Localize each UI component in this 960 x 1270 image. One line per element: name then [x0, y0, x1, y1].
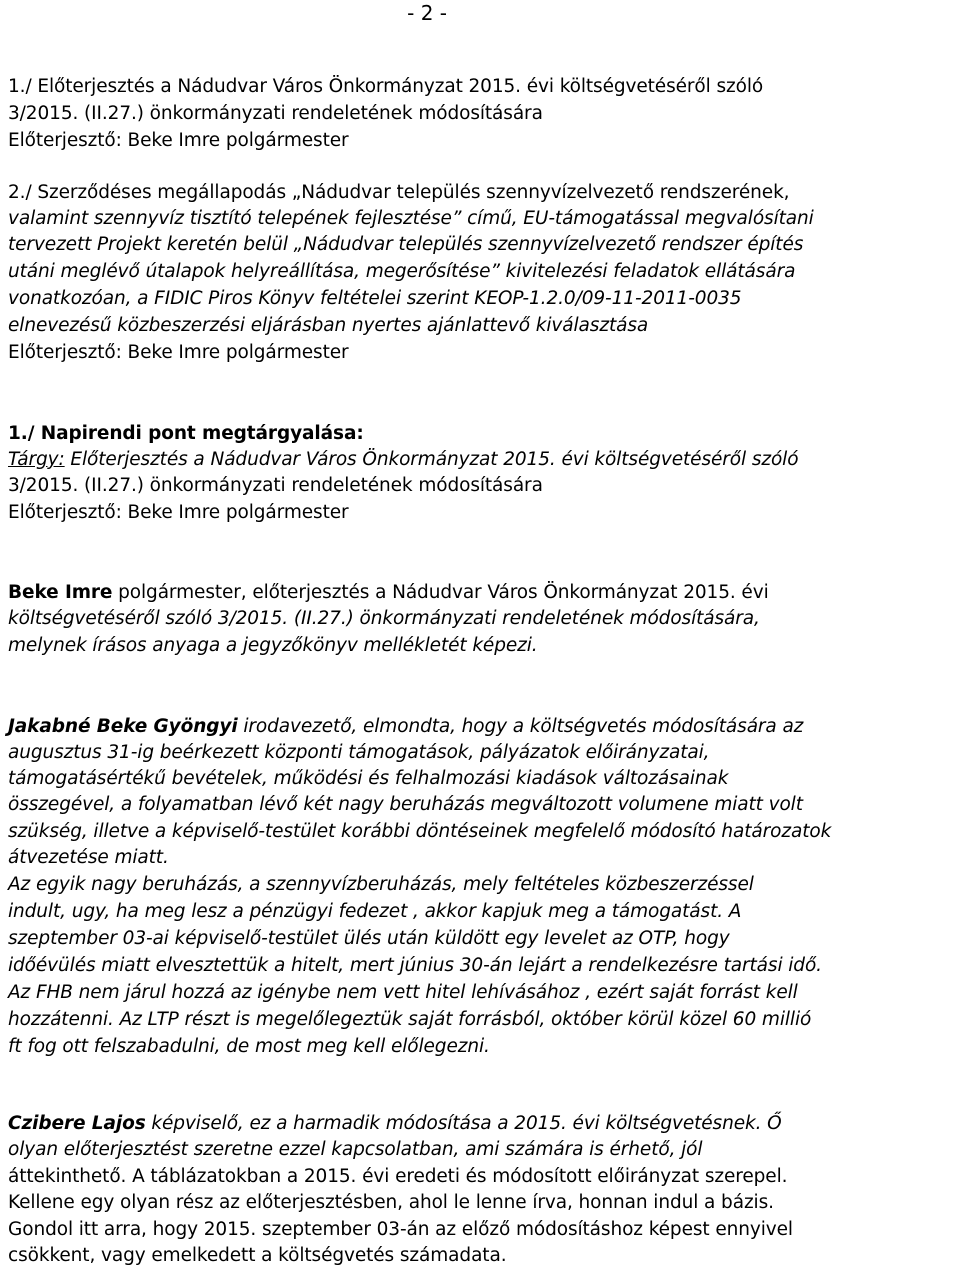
agenda-item-1-presenter: Előterjesztő: Beke Imre polgármester: [8, 130, 349, 151]
czibere-paragraph-line: Kellene egy olyan rész az előterjesztésben, ahol le lenne írva, honnan indul a bázis.: [8, 1192, 774, 1213]
jakabne-paragraph-line: ft fog ott felszabadulni, de most meg kell előlegezni.: [8, 1036, 490, 1057]
page-number: [0, 2, 960, 24]
czibere-paragraph-line: áttekinthető. A táblázatokban a 2015. évi eredeti és módosított előirányzat szerepel.: [8, 1166, 788, 1187]
speaker-name: Jakabné Beke Gyöngyi: [8, 716, 238, 737]
agenda-item-2-line: valamint szennyvíz tisztító telepének fejlesztése” című, EU-támogatással megvalósítani: [8, 208, 814, 229]
paragraph-text: irodavezető, elmondta, hogy a költségvetés módosítására az: [237, 716, 804, 737]
jakabne-paragraph-line: indult, ugy, ha meg lesz a pénzügyi fedezet , akkor kapjuk meg a támogatást. A: [8, 901, 742, 922]
jakabne-paragraph-line: időévülés miatt elvesztettük a hitelt, mert június 30-án lejárt a rendelkezésre tartási idő.: [8, 955, 822, 976]
jakabne-paragraph-line: augusztus 31-ig beérkezett központi támogatások, pályázatok előirányzatai,: [8, 742, 710, 763]
speaker-name: Beke Imre: [8, 582, 113, 603]
agenda-item-2-presenter: Előterjesztő: Beke Imre polgármester: [8, 342, 349, 363]
agenda-item-1-line: 1./ Előterjesztés a Nádudvar Város Önkormányzat 2015. évi költségvetéséről szóló: [8, 76, 764, 97]
section-presenter: Előterjesztő: Beke Imre polgármester: [8, 502, 349, 523]
paragraph-text: képviselő, ez a harmadik módosítása a 2015. évi költségvetésnek. Ő: [145, 1113, 782, 1134]
czibere-paragraph-line: Gondol itt arra, hogy 2015. szeptember 03-án az előző módosításhoz képest ennyivel: [8, 1219, 793, 1240]
subject-text: Előterjesztés a Nádudvar Város Önkormányzat 2015. évi költségvetéséről szóló: [64, 449, 799, 470]
subject-line: [8, 447, 798, 473]
jakabne-paragraph-line: átvezetése miatt.: [8, 847, 169, 868]
jakabne-paragraph-line: támogatásértékű bevételek, működési és felhalmozási kiadások változásainak: [8, 768, 729, 789]
subject-line: 3/2015. (II.27.) önkormányzati rendeletének módosítására: [8, 475, 543, 496]
jakabne-paragraph-line: hozzátenni. Az LTP részt is megelőlegeztük saját forrásból, október körül közel 60 millió: [8, 1009, 812, 1030]
agenda-item-2-line: utáni meglévő útalapok helyreállítása, megerősítése” kivitelezési feladatok ellátására: [8, 261, 796, 282]
beke-paragraph-line: [8, 580, 769, 606]
section-heading: 1./ Napirendi pont megtárgyalása:: [8, 423, 364, 444]
agenda-item-2-line: vonatkozóan, a FIDIC Piros Könyv feltételei szerint KEOP-1.2.0/09-11-2011-0035: [8, 288, 742, 309]
page-number-text: - 2 -: [407, 1, 447, 25]
beke-paragraph-line: melynek írásos anyaga a jegyzőkönyv mellékletét képezi.: [8, 635, 538, 656]
jakabne-paragraph-line: Az FHB nem járul hozzá az igénybe nem vett hitel lehívásához , ezért saját forrást kell: [8, 982, 798, 1003]
czibere-paragraph-line: olyan előterjesztést szeretne ezzel kapcsolatban, ami számára is érhető, jól: [8, 1139, 703, 1160]
jakabne-paragraph-line: [8, 714, 803, 740]
czibere-paragraph-line: [8, 1111, 782, 1137]
beke-paragraph-line: költségvetéséről szóló 3/2015. (II.27.) önkormányzati rendeletének módosítására,: [8, 608, 760, 629]
speaker-name: Czibere Lajos: [8, 1113, 146, 1134]
agenda-item-2-line: elnevezésű közbeszerzési eljárásban nyertes ajánlattevő kiválasztása: [8, 315, 649, 336]
agenda-item-1-line: 3/2015. (II.27.) önkormányzati rendeletének módosítására: [8, 103, 543, 124]
jakabne-paragraph-line: szeptember 03-ai képviselő-testület ülés után küldött egy levelet az OTP, hogy: [8, 928, 730, 949]
czibere-paragraph-line: csökkent, vagy emelkedett a költségvetés számadata.: [8, 1245, 507, 1266]
jakabne-paragraph-line: Az egyik nagy beruházás, a szennyvízberuházás, mely feltételes közbeszerzéssel: [8, 874, 754, 895]
agenda-item-2-line: tervezett Projekt keretén belül „Nádudvar település szennyvízelvezető rendszer építés: [8, 234, 804, 255]
jakabne-paragraph-line: szükség, illetve a képviselő-testület korábbi döntéseinek megfelelő módosító határozatok: [8, 821, 832, 842]
jakabne-paragraph-line: összegével, a folyamatban lévő két nagy beruházás megváltozott volumene miatt volt: [8, 794, 803, 815]
subject-label: Tárgy:: [8, 449, 65, 470]
paragraph-text: polgármester, előterjesztés a Nádudvar Város Önkormányzat 2015. évi: [112, 582, 769, 603]
agenda-item-2-line: 2./ Szerződéses megállapodás „Nádudvar település szennyvízelvezető rendszerének,: [8, 182, 790, 203]
